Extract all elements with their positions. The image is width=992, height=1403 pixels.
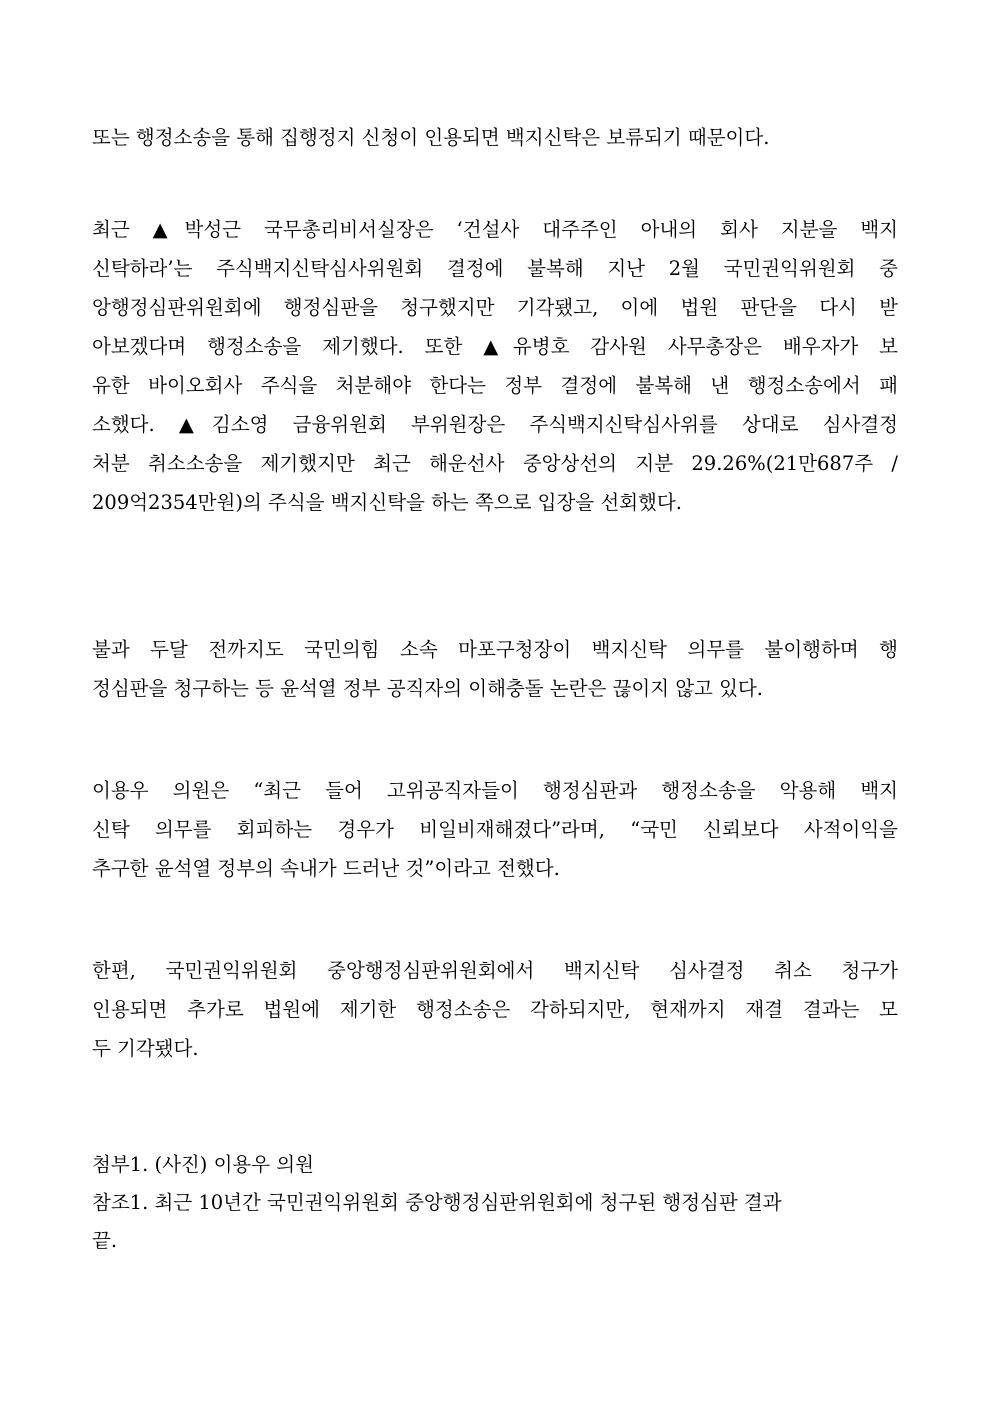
paragraph-ruling-results — [92, 951, 898, 1068]
text-line: 불과 두달 전까지도 국민의힘 소속 마포구청장이 백지신탁 의무를 불이행하며 행 — [92, 638, 898, 661]
text-line: 정심판을 청구하는 등 윤석열 정부 공직자의 이해충돌 논란은 끊이지 않고 있다. — [92, 677, 763, 700]
attachments-section — [92, 1146, 898, 1260]
text-line: 유한 바이오회사 주식을 처분해야 한다는 정부 결정에 불복해 낸 행정소송에서 패 — [92, 374, 898, 397]
text-line: 소했다. ▲김소영 금융위원회 부위원장은 주식백지신탁심사위를 상대로 심사결정 — [92, 413, 898, 436]
text-line: 앙행정심판위원회에 행정심판을 청구했지만 기각됐고, 이에 법원 판단을 다시 받 — [92, 296, 898, 319]
paragraph-conflict-controversy — [92, 630, 898, 708]
text-line: 추구한 윤석열 정부의 속내가 드러난 것”이라고 전했다. — [92, 857, 560, 880]
text-line: 아보겠다며 행정소송을 제기했다. 또한 ▲유병호 감사원 사무총장은 배우자가 보 — [92, 335, 898, 358]
paragraph-suspension-reason — [92, 118, 898, 157]
end-marker: 끝. — [92, 1229, 118, 1252]
text-line: 인용되면 추가로 법원에 제기한 행정소송은 각하되지만, 현재까지 재결 결과는 모 — [92, 998, 898, 1021]
text-line: 한편, 국민권익위원회 중앙행정심판위원회에서 백지신탁 심사결정 취소 청구가 — [92, 959, 898, 982]
attachment-photo: 첨부1. (사진) 이용우 의원 — [92, 1153, 314, 1176]
text-line: 신탁 의무를 회피하는 경우가 비일비재해졌다”라며, “국민 신뢰보다 사적이익을 — [92, 818, 898, 841]
paragraph-official-cases — [92, 210, 898, 522]
reference-item: 참조1. 최근 10년간 국민권익위원회 중앙행정심판위원회에 청구된 행정심판 결과 — [92, 1191, 782, 1214]
text-line: 신탁하라’는 주식백지신탁심사위원회 결정에 불복해 지난 2월 국민권익위원회 중 — [92, 257, 898, 280]
text-line: 최근 ▲박성근 국무총리비서실장은 ‘건설사 대주주인 아내의 회사 지분을 백지 — [92, 218, 898, 241]
text-line: 209억2354만원)의 주식을 백지신탁을 하는 쪽으로 입장을 선회했다. — [92, 491, 682, 514]
text-line: 이용우 의원은 “최근 들어 고위공직자들이 행정심판과 행정소송을 악용해 백지 — [92, 779, 898, 802]
text-line: 두 기각됐다. — [92, 1037, 199, 1060]
paragraph-lawmaker-quote — [92, 771, 898, 888]
text-line: 또는 행정소송을 통해 집행정지 신청이 인용되면 백지신탁은 보류되기 때문이다. — [92, 126, 770, 149]
text-line: 처분 취소소송을 제기했지만 최근 해운선사 중앙상선의 지분 29.26%(21만687주 / — [92, 452, 898, 475]
